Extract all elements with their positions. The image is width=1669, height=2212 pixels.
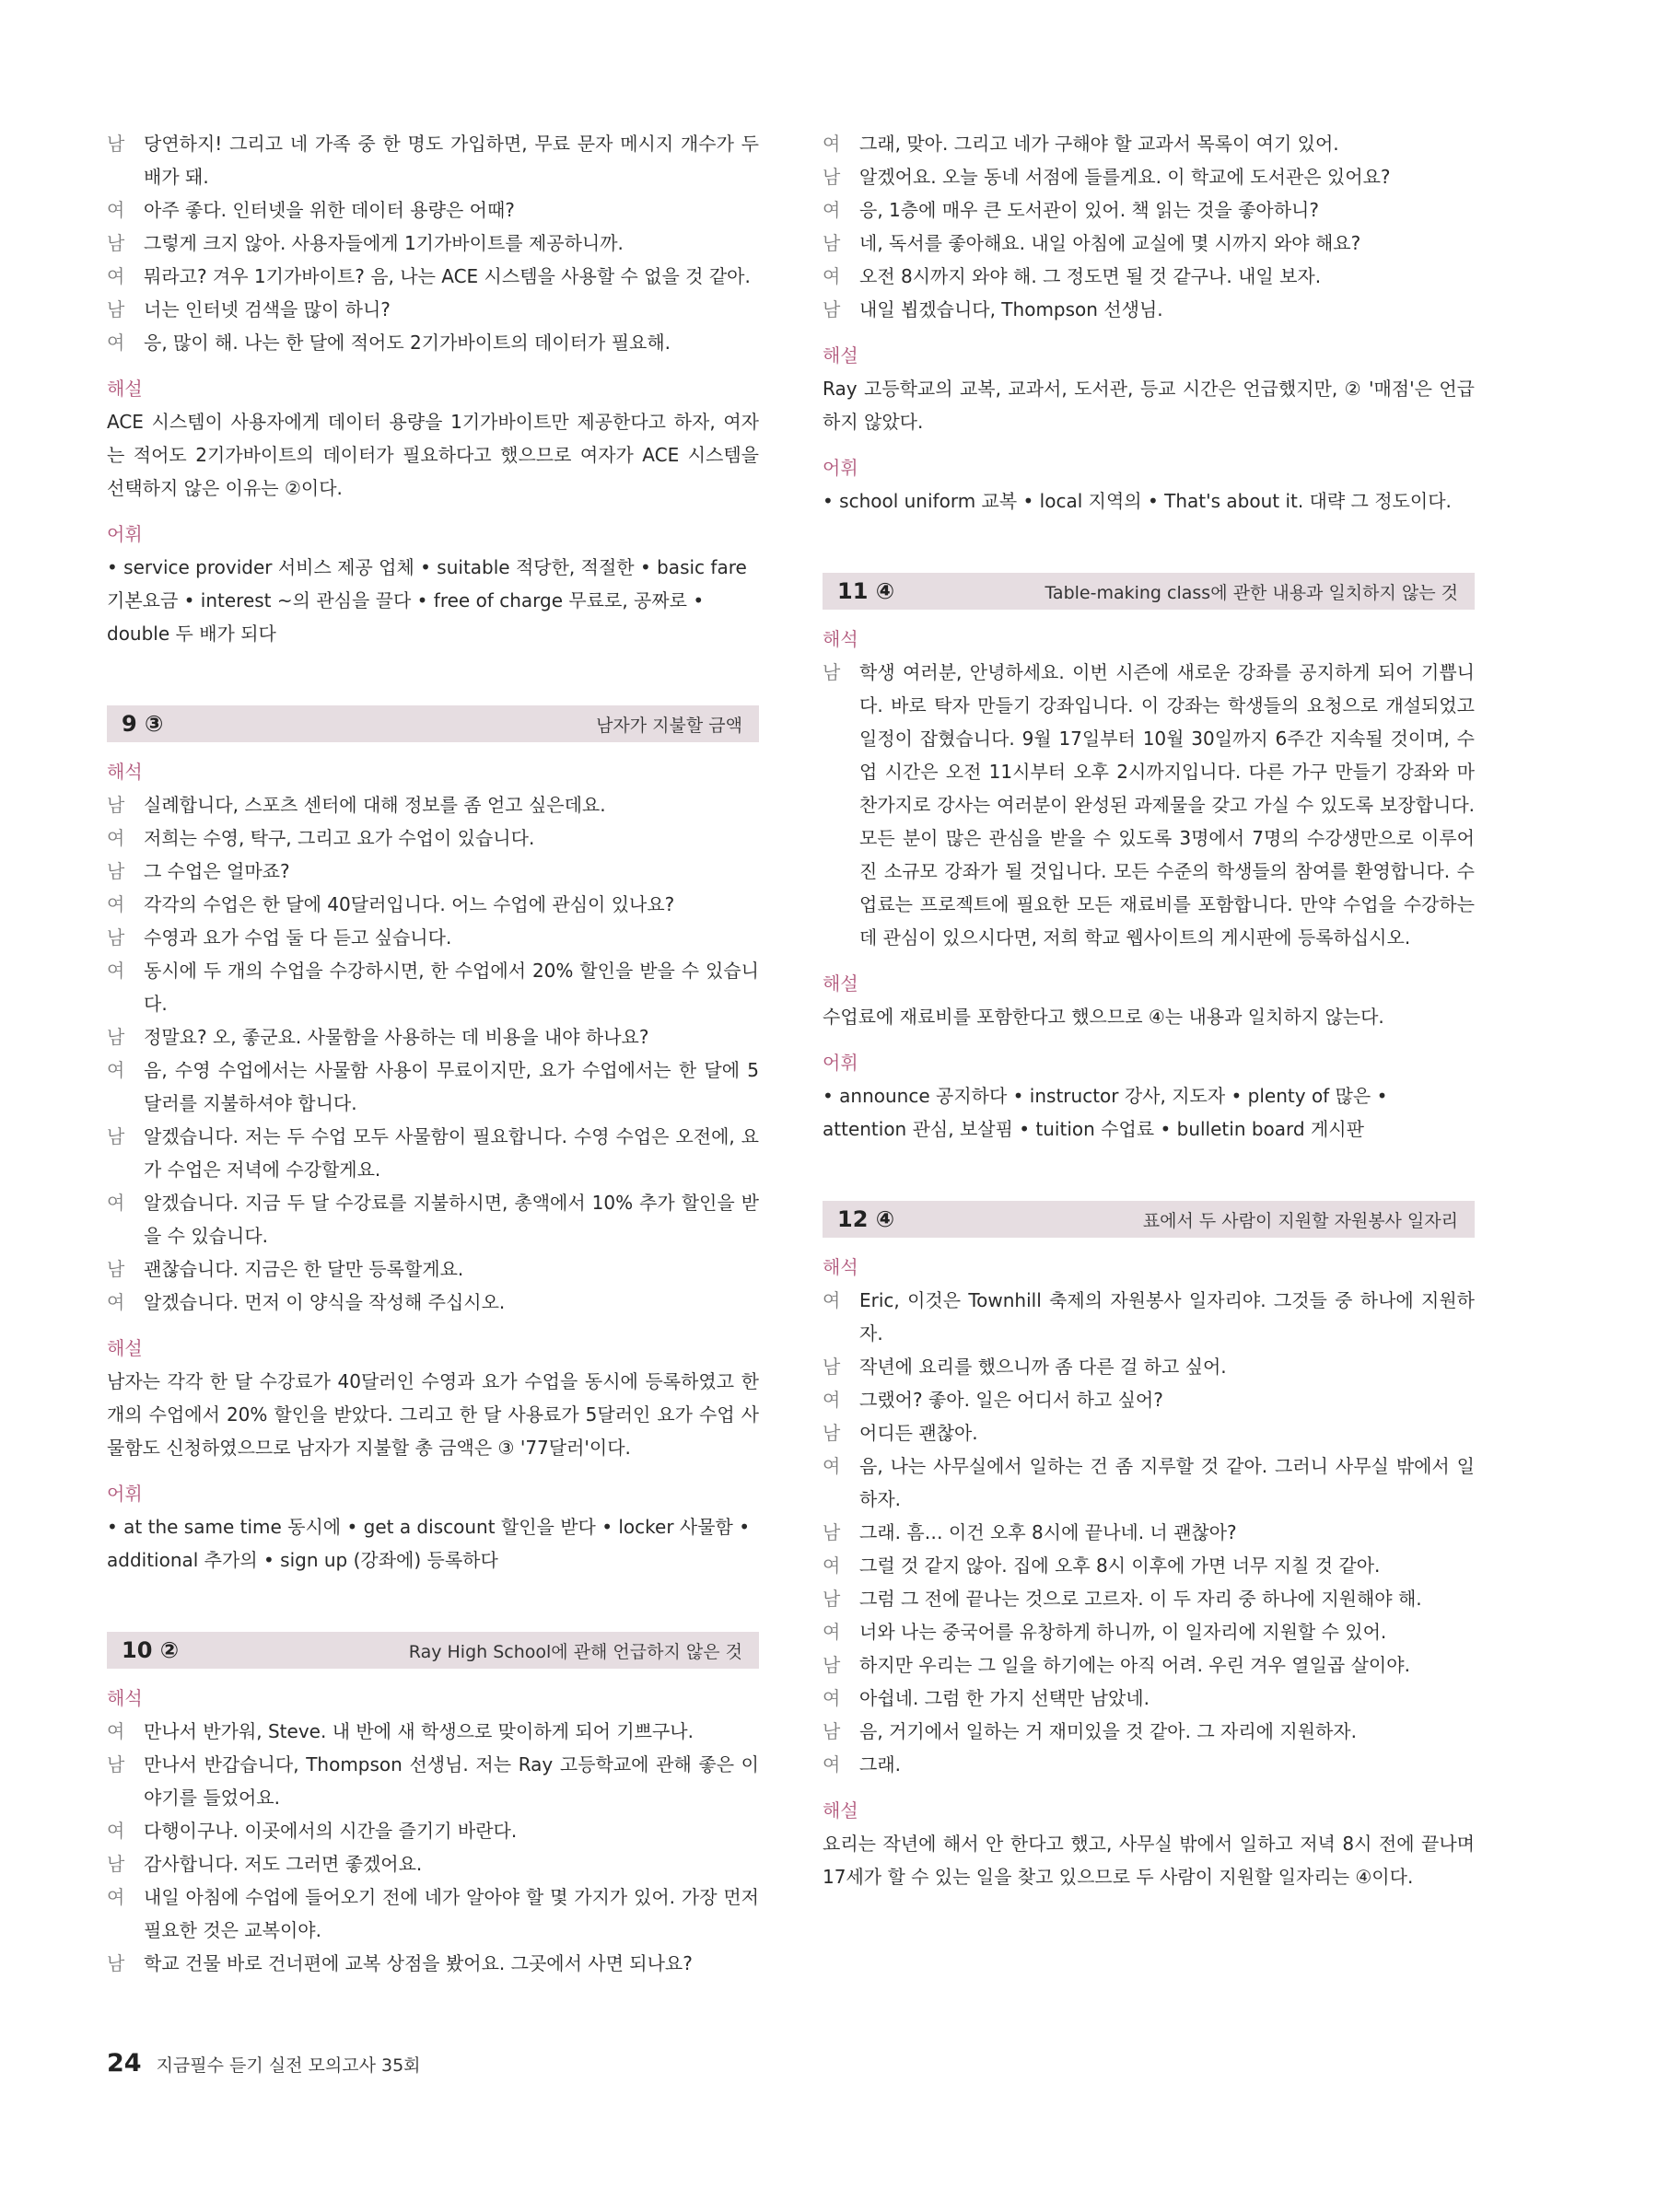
speaker-label: 여 (823, 1753, 841, 1775)
dialog-text: 그래. 흠… 이건 오후 8시에 끝나네. 너 괜찮아? (859, 1521, 1237, 1543)
dialog-line (823, 1350, 1475, 1383)
speaker-label: 남 (107, 1026, 125, 1048)
speaker-label: 남 (823, 1720, 841, 1742)
speaker-label: 여 (823, 265, 841, 287)
dialog-line (823, 1549, 1475, 1582)
question-bar (107, 1632, 759, 1669)
section-heading: 해설 (823, 344, 858, 367)
dialog-line (107, 260, 759, 293)
dialog-text: 정말요? 오, 좋군요. 사물함을 사용하는 데 비용을 내야 하나요? (144, 1026, 649, 1048)
question-bar (823, 573, 1475, 610)
dialog-text: 그럼 그 전에 끝나는 것으로 고르자. 이 두 자리 중 하나에 지원해야 해. (859, 1588, 1422, 1610)
section-heading: 해설 (107, 1337, 143, 1359)
dialog-line (107, 1286, 759, 1319)
speaker-label: 여 (823, 133, 841, 155)
dialog-text: 음, 거기에서 일하는 거 재미있을 것 같아. 그 자리에 지원하자. (859, 1720, 1357, 1742)
dialog-text: 네, 독서를 좋아해요. 내일 아침에 교실에 몇 시까지 와야 해요? (859, 232, 1361, 254)
speaker-label: 남 (823, 166, 841, 188)
speaker-label: 남 (107, 133, 125, 155)
dialog-line (107, 326, 759, 359)
dialog-block (107, 788, 759, 1319)
vocab-heading: 어휘 (107, 523, 143, 545)
dialog-line (107, 888, 759, 921)
dialog-line (107, 127, 759, 193)
dialog-text: 그렇게 크지 않아. 사용자들에게 1기가바이트를 제공하니까. (144, 232, 624, 254)
dialog-text: 알겠습니다. 지금 두 달 수강료를 지불하시면, 총액에서 10% 추가 할인을 받을 수 있습니다. (144, 1192, 759, 1247)
speaker-label: 여 (823, 1289, 841, 1311)
book-title: 지금필수 듣기 실전 모의고사 35회 (156, 2055, 421, 2076)
dialog-line (107, 227, 759, 260)
dialog-line (823, 293, 1475, 326)
dialog-line (823, 1516, 1475, 1549)
speaker-label: 남 (107, 232, 125, 254)
explanation: ACE 시스템이 사용자에게 데이터 용량을 1기가바이트만 제공한다고 하자, 여자는 적어도 2기가바이트의 데이터가 필요하다고 했으므로 여자가 ACE 시스템을 선택하지 않은 이유는 ②이다. (107, 411, 759, 499)
speaker-label: 여 (107, 199, 125, 221)
dialog-block (823, 127, 1475, 326)
speaker-label: 남 (823, 1588, 841, 1610)
dialog-line (823, 260, 1475, 293)
right-column (823, 127, 1475, 1893)
dialog-line (107, 193, 759, 227)
vocab-list: • service provider 서비스 제공 업체 • suitable 적당한, 적절한 • basic fare 기본요금 • interest ~의 관심을 끌다 • free of charge 무료로, 공짜로 • double 두 배가 되다 (107, 556, 747, 645)
explanation: 남자는 각각 한 달 수강료가 40달러인 수영과 요가 수업을 동시에 등록하였고 한 개의 수업에서 20% 할인을 받았다. 그리고 한 달 사용료가 5달러인 요가 수업 사물함도 신청하였으므로 남자가 지불할 총 금액은 ③ '77달러'이다. (107, 1370, 759, 1459)
question-number: 12 ④ (837, 1206, 895, 1232)
speaker-label: 여 (823, 1554, 841, 1577)
question-number: 11 ④ (837, 578, 895, 604)
dialog-text: 알겠습니다. 저는 두 수업 모두 사물함이 필요합니다. 수영 수업은 오전에, 요가 수업은 저녁에 수강할게요. (144, 1125, 759, 1181)
dialog-line (107, 1814, 759, 1847)
dialog-line (823, 1284, 1475, 1350)
vocab-list: • school uniform 교복 • local 지역의 • That's about it. 대략 그 정도이다. (823, 490, 1452, 512)
dialog-text: 동시에 두 개의 수업을 수강하시면, 한 수업에서 20% 할인을 받을 수 있습니다. (144, 960, 759, 1015)
dialog-text: 어디든 괜찮아. (859, 1422, 978, 1444)
section-heading: 해석 (823, 628, 858, 650)
dialog-block (823, 656, 1475, 954)
dialog-text: 너는 인터넷 검색을 많이 하니? (144, 298, 391, 320)
question-bar (107, 705, 759, 742)
dialog-text: 그 수업은 얼마죠? (144, 860, 290, 882)
dialog-line (107, 1748, 759, 1814)
dialog-text: 응, 많이 해. 나는 한 달에 적어도 2기가바이트의 데이터가 필요해. (144, 332, 671, 354)
dialog-text: 그래. (859, 1753, 901, 1775)
explanation: 요리는 작년에 해서 안 한다고 했고, 사무실 밖에서 일하고 저녁 8시 전에 끝나며 17세가 할 수 있는 일을 찾고 있으므로 두 사람이 지원할 일자리는 ④이다. (823, 1833, 1475, 1888)
question-title: Ray High School에 관해 언급하지 않은 것 (408, 1641, 742, 1662)
dialog-text: 알겠습니다. 먼저 이 양식을 작성해 주십시오. (144, 1291, 506, 1313)
dialog-text: 음, 나는 사무실에서 일하는 건 좀 지루할 것 같아. 그러니 사무실 밖에서 일하자. (859, 1455, 1475, 1510)
speaker-label: 여 (823, 1389, 841, 1411)
speaker-label: 남 (107, 860, 125, 882)
dialog-text: 하지만 우리는 그 일을 하기에는 아직 어려. 우린 겨우 열일곱 살이야. (859, 1654, 1410, 1676)
dialog-line (107, 1880, 759, 1947)
vocab-heading: 어휘 (823, 1052, 858, 1074)
speaker-label: 여 (823, 1621, 841, 1643)
speaker-label: 남 (823, 232, 841, 254)
dialog-text: 뭐라고? 겨우 1기가바이트? 음, 나는 ACE 시스템을 사용할 수 없을 것 같아. (144, 265, 751, 287)
section-heading: 해설 (823, 1799, 858, 1822)
speaker-label: 여 (107, 265, 125, 287)
dialog-line (107, 293, 759, 326)
section-heading: 해석 (107, 761, 143, 783)
dialog-text: 내일 아침에 수업에 들어오기 전에 네가 알아야 할 몇 가지가 있어. 가장 먼저 필요한 것은 교복이야. (144, 1886, 759, 1941)
dialog-line (823, 1648, 1475, 1682)
dialog-line (823, 1416, 1475, 1449)
dialog-text: 내일 뵙겠습니다, Thompson 선생님. (859, 298, 1163, 320)
dialog-text: 학교 건물 바로 건너편에 교복 상점을 봤어요. 그곳에서 사면 되나요? (144, 1952, 693, 1974)
dialog-line (107, 1715, 759, 1748)
dialog-text: 그럴 것 같지 않아. 집에 오후 8시 이후에 가면 너무 지칠 것 같아. (859, 1554, 1381, 1577)
dialog-text: 다행이구나. 이곳에서의 시간을 즐기기 바란다. (144, 1820, 518, 1842)
dialog-line (823, 1383, 1475, 1416)
dialog-line (107, 1020, 759, 1054)
speaker-label: 남 (823, 661, 841, 683)
speaker-label: 남 (823, 1356, 841, 1378)
speaker-label: 남 (107, 298, 125, 320)
speaker-label: 여 (823, 1455, 841, 1477)
dialog-text: 너와 나는 중국어를 유창하게 하니까, 이 일자리에 지원할 수 있어. (859, 1621, 1387, 1643)
explanation: Ray 고등학교의 교복, 교과서, 도서관, 등교 시간은 언급했지만, ② '매점'은 언급하지 않았다. (823, 378, 1475, 433)
speaker-label: 여 (107, 1820, 125, 1842)
dialog-block (823, 1284, 1475, 1781)
dialog-text: 괜찮습니다. 지금은 한 달만 등록할게요. (144, 1258, 464, 1280)
dialog-text: 학생 여러분, 안녕하세요. 이번 시즌에 새로운 강좌를 공지하게 되어 기쁩니다. 바로 탁자 만들기 강좌입니다. 이 강좌는 학생들의 요청으로 개설되었고 일정이 잡혔습니다. 9월 17일부터 10월 30일까지 6주간 지속될 것이며, 수업 시간은 오전 11시부터 오후 2시까지입니다. 다른 가구 만들기 강좌와 마찬가지로 강사는 여러분이 완성된 과제물을 갖고 가실 수 있도록 보장합니다. 모든 분이 많은 관심을 받을 수 있도록 3명에서 7명의 수강생만으로 이루어진 소규모 강좌가 될 것입니다. 모든 수준의 학생들의 참여를 환영합니다. 수업료는 프로젝트에 필요한 모든 재료비를 포함합니다. 만약 수업을 수강하는 데 관심이 있으시다면, 저희 학교 웹사이트의 게시판에 등록하십시오. (859, 661, 1475, 949)
speaker-label: 남 (107, 1125, 125, 1147)
speaker-label: 여 (107, 893, 125, 915)
dialog-text: 아쉽네. 그럼 한 가지 선택만 남았네. (859, 1687, 1150, 1709)
speaker-label: 여 (823, 199, 841, 221)
speaker-label: 남 (107, 1853, 125, 1875)
dialog-line (823, 1615, 1475, 1648)
dialog-line (823, 160, 1475, 193)
vocab-list: • at the same time 동시에 • get a discount 할인을 받다 • locker 사물함 • additional 추가의 • sign up (강좌에) 등록하다 (107, 1516, 751, 1571)
dialog-line (107, 1847, 759, 1880)
page-footer (107, 2049, 421, 2078)
speaker-label: 남 (823, 298, 841, 320)
dialog-line (823, 1682, 1475, 1715)
speaker-label: 남 (823, 1654, 841, 1676)
dialog-block (107, 127, 759, 359)
speaker-label: 여 (107, 332, 125, 354)
dialog-line (823, 127, 1475, 160)
dialog-text: 오전 8시까지 와야 해. 그 정도면 될 것 같구나. 내일 보자. (859, 265, 1322, 287)
speaker-label: 여 (823, 1687, 841, 1709)
dialog-line (107, 855, 759, 888)
dialog-text: 만나서 반갑습니다, Thompson 선생님. 저는 Ray 고등학교에 관해 좋은 이야기를 들었어요. (144, 1753, 759, 1809)
dialog-line (107, 1120, 759, 1186)
question-title: 표에서 두 사람이 지원할 자원봉사 일자리 (1142, 1210, 1458, 1231)
dialog-line (823, 227, 1475, 260)
dialog-line (107, 921, 759, 954)
speaker-label: 여 (107, 1059, 125, 1081)
section-heading: 해석 (107, 1687, 143, 1709)
dialog-text: 작년에 요리를 했으니까 좀 다른 걸 하고 싶어. (859, 1356, 1227, 1378)
dialog-line (107, 1252, 759, 1286)
explanation: 수업료에 재료비를 포함한다고 했으므로 ④는 내용과 일치하지 않는다. (823, 1006, 1384, 1028)
speaker-label: 남 (107, 926, 125, 949)
dialog-text: 응, 1층에 매우 큰 도서관이 있어. 책 읽는 것을 좋아하니? (859, 199, 1319, 221)
dialog-text: 당연하지! 그리고 네 가족 중 한 명도 가입하면, 무료 문자 메시지 개수가 두 배가 돼. (144, 133, 759, 188)
dialog-text: 만나서 반가워, Steve. 내 반에 새 학생으로 맞이하게 되어 기쁘구나. (144, 1720, 694, 1742)
dialog-line (823, 656, 1475, 954)
dialog-text: 알겠어요. 오늘 동네 서점에 들를게요. 이 학교에 도서관은 있어요? (859, 166, 1391, 188)
speaker-label: 여 (107, 827, 125, 849)
question-bar (823, 1201, 1475, 1238)
section-heading: 해설 (823, 972, 858, 995)
speaker-label: 여 (107, 1720, 125, 1742)
speaker-label: 여 (107, 1291, 125, 1313)
dialog-line (823, 193, 1475, 227)
dialog-line (823, 1715, 1475, 1748)
vocab-heading: 어휘 (823, 457, 858, 479)
dialog-text: 음, 수영 수업에서는 사물함 사용이 무료이지만, 요가 수업에서는 한 달에 5달러를 지불하셔야 합니다. (144, 1059, 759, 1114)
speaker-label: 남 (107, 794, 125, 816)
question-title: Table-making class에 관한 내용과 일치하지 않는 것 (1045, 582, 1458, 603)
left-column (107, 127, 759, 1980)
dialog-line (107, 1054, 759, 1120)
dialog-text: 각각의 수업은 한 달에 40달러입니다. 어느 수업에 관심이 있나요? (144, 893, 675, 915)
vocab-list: • announce 공지하다 • instructor 강사, 지도자 • plenty of 많은 • attention 관심, 보살핌 • tuition 수업료 • bulletin board 게시판 (823, 1085, 1388, 1140)
dialog-line (823, 1582, 1475, 1615)
speaker-label: 남 (823, 1521, 841, 1543)
dialog-text: Eric, 이것은 Townhill 축제의 자원봉사 일자리야. 그것들 중 하나에 지원하자. (859, 1289, 1475, 1345)
dialog-text: 그래, 맞아. 그리고 네가 구해야 할 교과서 목록이 여기 있어. (859, 133, 1339, 155)
dialog-text: 수영과 요가 수업 둘 다 듣고 싶습니다. (144, 926, 452, 949)
dialog-text: 아주 좋다. 인터넷을 위한 데이터 용량은 어때? (144, 199, 515, 221)
dialog-line (823, 1748, 1475, 1781)
speaker-label: 남 (107, 1258, 125, 1280)
dialog-line (823, 1449, 1475, 1516)
dialog-text: 그랬어? 좋아. 일은 어디서 하고 싶어? (859, 1389, 1163, 1411)
speaker-label: 남 (107, 1753, 125, 1775)
dialog-line (107, 821, 759, 855)
section-heading: 해석 (823, 1256, 858, 1278)
dialog-text: 감사합니다. 저도 그러면 좋겠어요. (144, 1853, 423, 1875)
vocab-heading: 어휘 (107, 1483, 143, 1505)
section-heading: 해설 (107, 378, 143, 400)
question-number: 9 ③ (122, 711, 164, 737)
speaker-label: 남 (107, 1952, 125, 1974)
speaker-label: 남 (823, 1422, 841, 1444)
dialog-line (107, 1186, 759, 1252)
dialog-line (107, 954, 759, 1020)
dialog-line (107, 1947, 759, 1980)
dialog-block (107, 1715, 759, 1980)
question-title: 남자가 지불할 금액 (596, 715, 742, 736)
page-number: 24 (107, 2049, 142, 2078)
speaker-label: 여 (107, 960, 125, 982)
speaker-label: 여 (107, 1886, 125, 1908)
dialog-text: 저희는 수영, 탁구, 그리고 요가 수업이 있습니다. (144, 827, 535, 849)
dialog-text: 실례합니다, 스포츠 센터에 대해 정보를 좀 얻고 싶은데요. (144, 794, 606, 816)
question-number: 10 ② (122, 1637, 180, 1663)
dialog-line (107, 788, 759, 821)
speaker-label: 여 (107, 1192, 125, 1214)
